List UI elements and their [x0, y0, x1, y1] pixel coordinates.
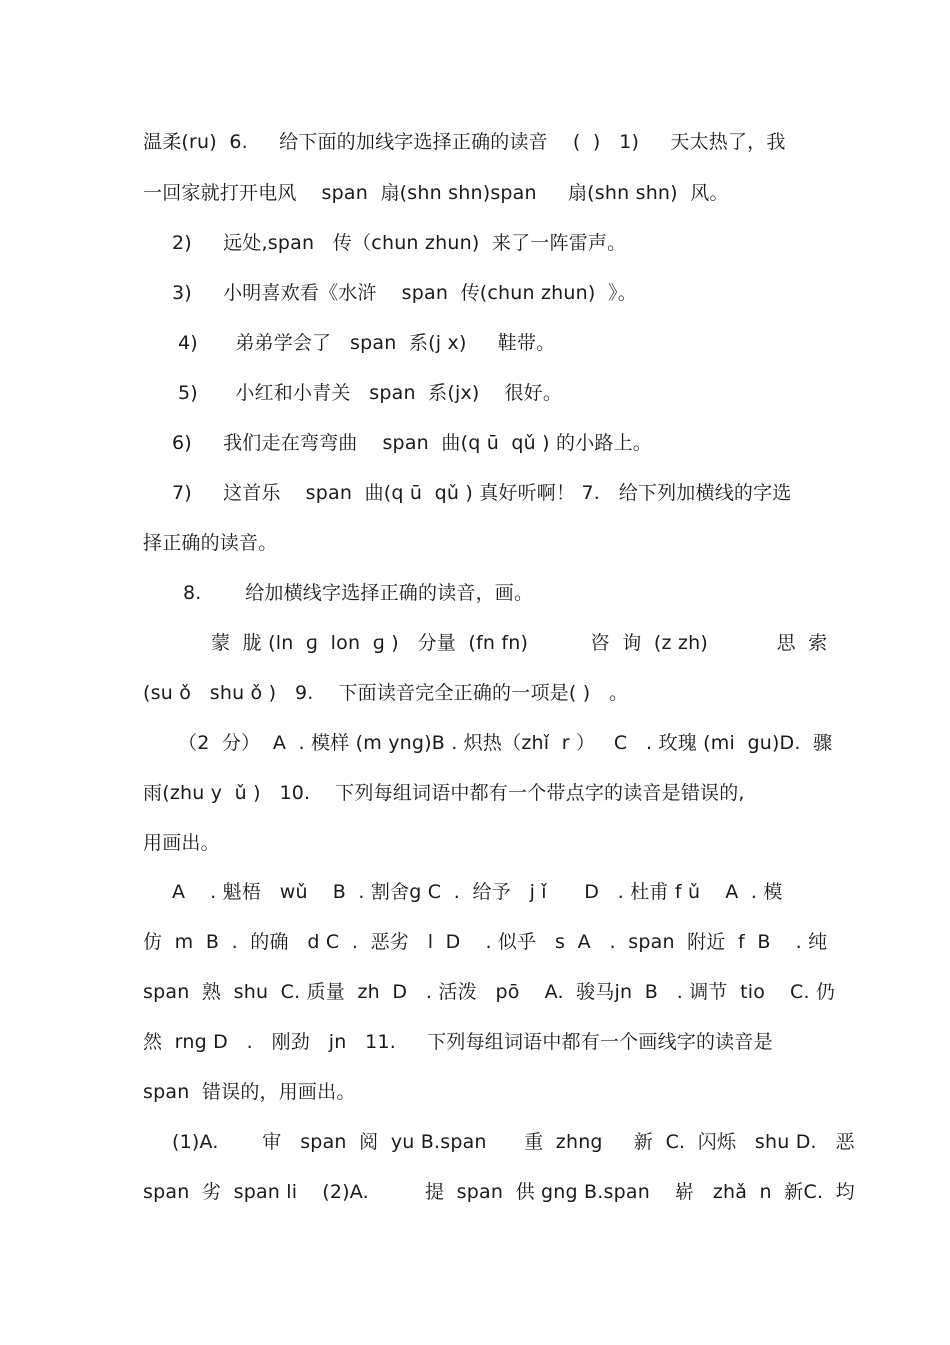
text-line-19: 然 rng D . 刚劲 jn 11. 下列每组词语中都有一个画线字的读音是 [143, 1031, 773, 1053]
text-line-3: 2) 远处,span 传（chun zhun) 来了一阵雷声。 [172, 232, 627, 254]
text-line-16: A . 魁梧 wǔ B . 割舍g C . 给予 j ǐ D . 杜甫 f ǔ A . 模 [172, 881, 783, 903]
text-line-8: 7) 这首乐 span 曲(q ū qǔ ) 真好听啊！ 7. 给下列加横线的字选 [172, 482, 792, 504]
text-line-1: 温柔(ru) 6. 给下面的加线字选择正确的读音 ( ) 1) 天太热了，我 [143, 131, 786, 153]
text-line-17: 仿 m B . 的确 d C . 恶劣 l D . 似乎 s A . span 附近 f B . 纯 [143, 931, 828, 953]
text-line-14: 雨(zhu y ǔ ) 10. 下列每组词语中都有一个带点字的读音是错误的, [143, 782, 745, 804]
text-line-12: (su ǒ shu ǒ ) 9. 下面读音完全正确的一项是( ) 。 [143, 682, 629, 704]
text-line-22: span 劣 span li (2)A. 提 span 供 gng B.span 崭 zhǎ n 新C. 均 [143, 1181, 855, 1203]
text-line-7: 6) 我们走在弯弯曲 span 曲(q ū qǔ ) 的小路上。 [172, 432, 653, 454]
text-line-4: 3) 小明喜欢看《水浒 span 传(chun zhun) 》。 [172, 282, 637, 304]
text-line-2: 一回家就打开电风 span 扇(shn shn)span 扇(shn shn) 风。 [143, 182, 729, 204]
text-line-11: 蒙 胧 (ln ɡ lon ɡ ) 分量 (fn fn) 咨 询 (z zh) 思 索 [211, 632, 828, 654]
text-line-6: 5) 小红和小青关 span 系(jx) 很好。 [178, 382, 563, 404]
text-line-5: 4) 弟弟学会了 span 系(j x) 鞋带。 [178, 332, 556, 354]
text-line-13: （2 分） A . 模样 (m yng)B . 炽热（zhǐ r ） C . 玫瑰 (mi gu)D. 骤 [178, 732, 833, 754]
text-line-10: 8. 给加横线字选择正确的读音，画。 [183, 582, 534, 604]
text-line-9: 择正确的读音。 [143, 532, 278, 554]
text-line-15: 用画出。 [143, 832, 220, 854]
text-line-18: span 熟 shu C. 质量 zh D . 活泼 pō A. 骏马jn B . 调节 tio C. 仍 [143, 981, 836, 1003]
text-line-21: (1)A. 审 span 阅 yu B.span 重 zhng 新 C. 闪烁 shu D. 恶 [172, 1131, 855, 1153]
text-line-20: span 错误的，用画出。 [143, 1081, 356, 1103]
